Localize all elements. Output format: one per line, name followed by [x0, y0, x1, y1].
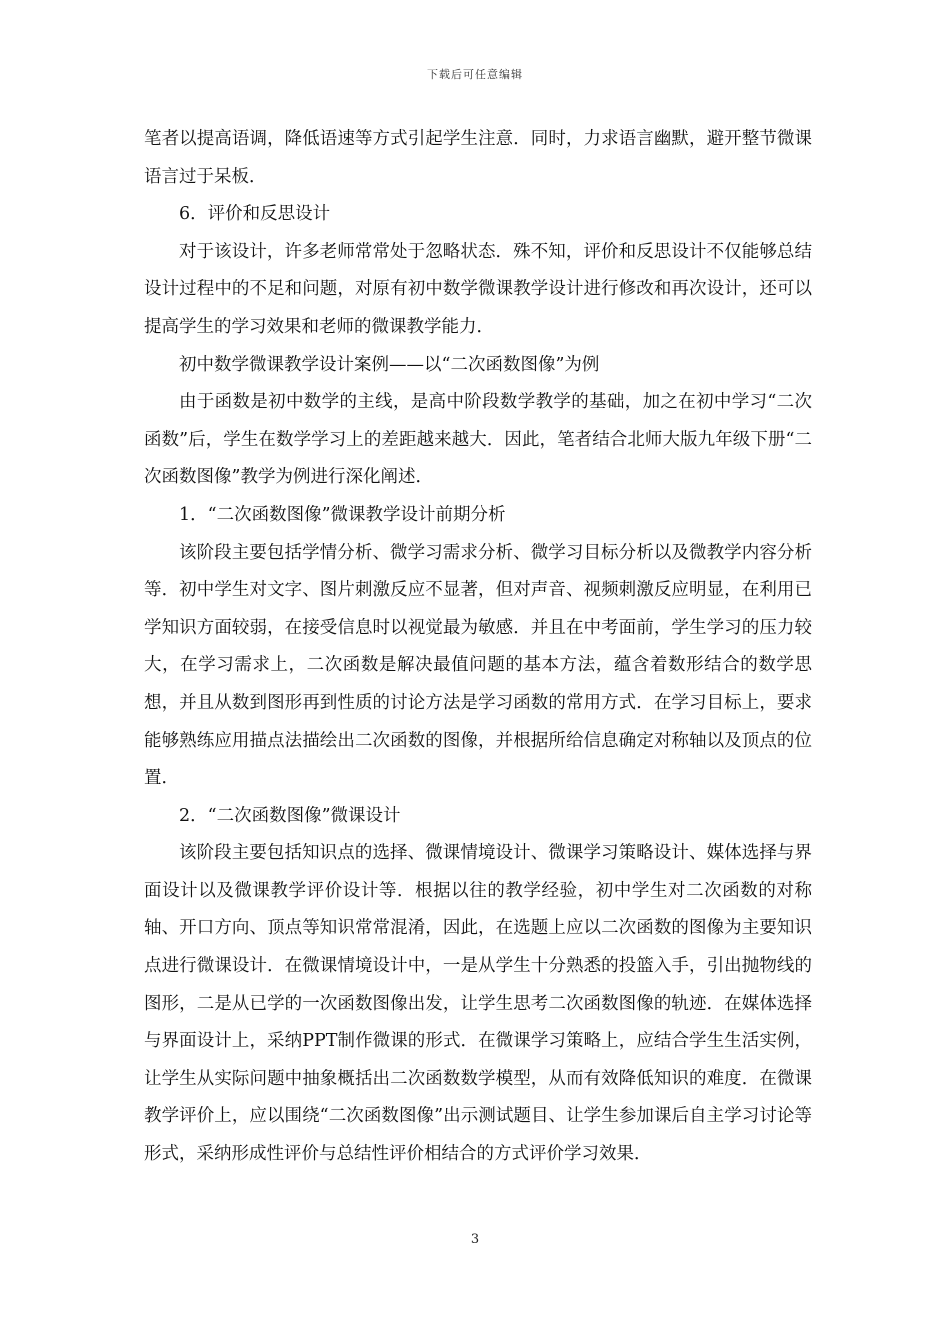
- body-text: [144, 121, 812, 1174]
- section-heading-analysis: 1．“二次函数图像”微课教学设计前期分析: [179, 504, 506, 525]
- paragraph-analysis: 该阶段主要包括学情分析、微学习需求分析、微学习目标分析以及微教学内容分析等．初中学生对文字、图片刺激反应不显著，但对声音、视频刺激反应明显，在利用已学知识方面较弱，在接受信息时以视觉最为敏感．并且在中考面前，学生学习的压力较大，在学习需求上，二次函数是解决最值问题的基本方法，蕴含着数形结合的数学思想，并且从数到图形再到性质的讨论方法是学习函数的常用方式．在学习目标上，要求能够熟练应用描点法描绘出二次函数的图像，并根据所给信息确定对称轴以及顶点的位置．: [144, 542, 812, 789]
- paragraph-evaluation: 对于该设计，许多老师常常处于忽略状态．殊不知，评价和反思设计不仅能够总结设计过程中的不足和问题，对原有初中数学微课教学设计进行修改和再次设计，还可以提高学生的学习效果和老师的微课教学能力．: [144, 241, 812, 337]
- section-heading-design: 2．“二次函数图像”微课设计: [179, 805, 401, 826]
- paragraph-continued: 笔者以提高语调，降低语速等方式引起学生注意．同时，力求语言幽默，避开整节微课语言过于呆板．: [144, 129, 812, 187]
- section-heading-case: 初中数学微课教学设计案例——以“二次函数图像”为例: [179, 354, 600, 375]
- paragraph-design: 该阶段主要包括知识点的选择、微课情境设计、微课学习策略设计、媒体选择与界面设计以及微课教学评价设计等．根据以往的教学经验，初中学生对二次函数的对称轴、开口方向、顶点等知识常常混淆，因此，在选题上应以二次函数的图像为主要知识点进行微课设计．在微课情境设计中，一是从学生十分熟悉的投篮入手，引出抛物线的图形，二是从已学的一次函数图像出发，让学生思考二次函数图像的轨迹．在媒体选择与界面设计上，采纳PPT制作微课的形式．在微课学习策略上，应结合学生生活实例，让学生从实际问题中抽象概括出二次函数数学模型，从而有效降低知识的难度．在微课教学评价上，应以围绕“二次函数图像”出示测试题目、让学生参加课后自主学习讨论等形式，采纳形成性评价与总结性评价相结合的方式评价学习效果．: [144, 843, 812, 1165]
- page-number: 3: [470, 1232, 480, 1247]
- page-header: 下载后可任意编辑: [427, 68, 523, 81]
- section-heading-evaluation: 6．评价和反思设计: [179, 204, 331, 225]
- paragraph-case-intro: 由于函数是初中数学的主线，是高中阶段数学教学的基础，加之在初中学习“二次函数”后，学生在数学学习上的差距越来越大．因此，笔者结合北师大版九年级下册“二次函数图像”教学为例进行深化阐述．: [144, 392, 812, 488]
